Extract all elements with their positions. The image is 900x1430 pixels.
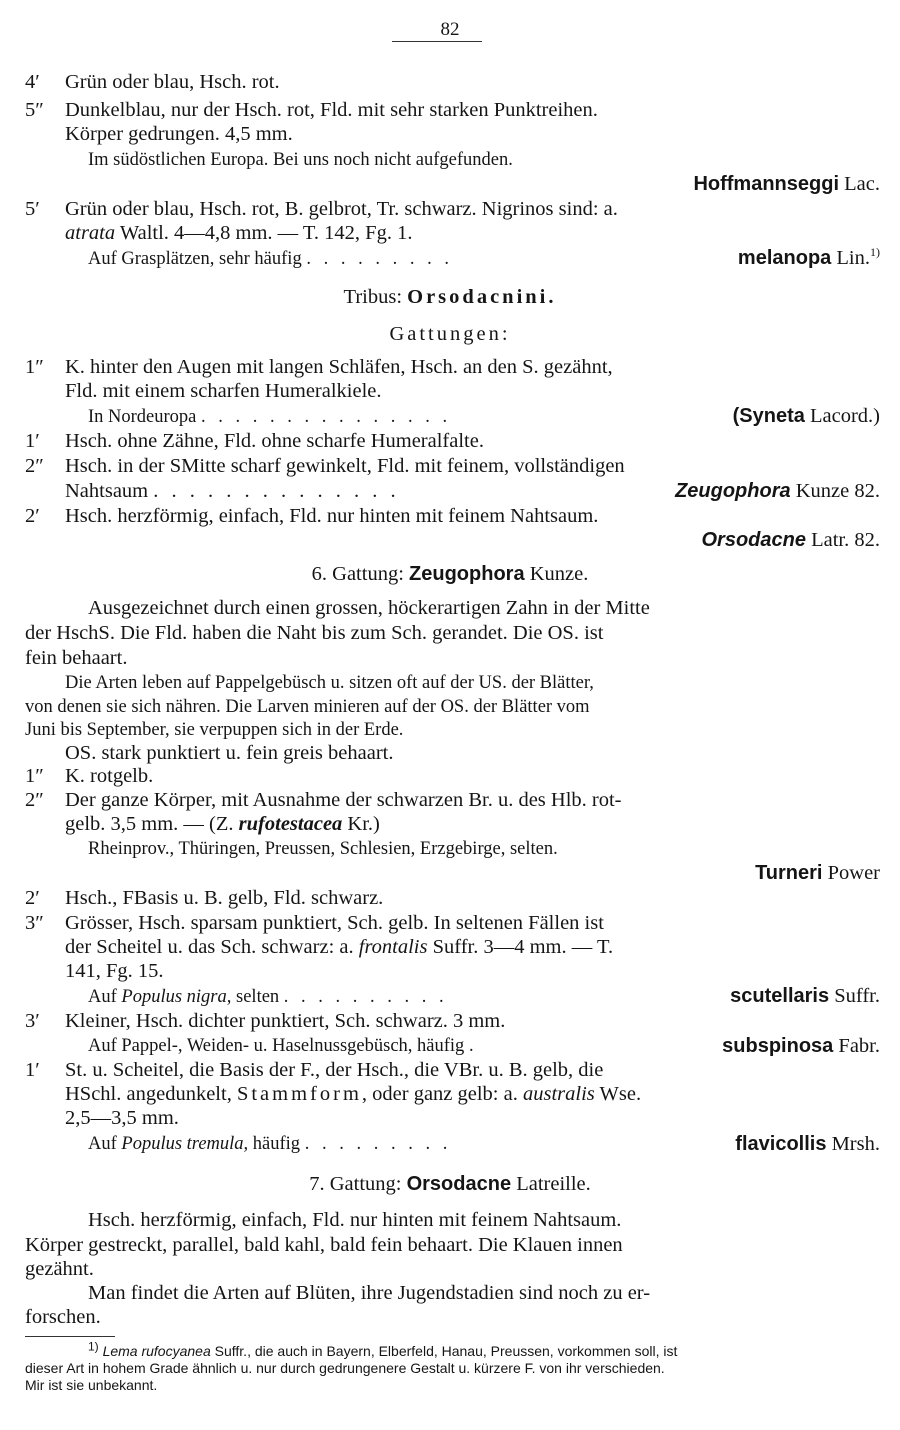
species-line bbox=[722, 1034, 880, 1058]
key-text: Dunkelblau, nur der Hsch. rot, Fld. mit sehr starken Punktreihen. bbox=[65, 99, 598, 121]
key-text: Hsch. herzförmig, einfach, Fld. nur hinten mit feinem Nahtsaum. bbox=[65, 505, 599, 527]
key-line bbox=[25, 98, 598, 122]
habitat-text: Auf bbox=[88, 987, 117, 1007]
habitat-text: häufig bbox=[252, 1134, 301, 1154]
plant-name: Populus nigra, bbox=[121, 987, 232, 1007]
footnote-rule bbox=[25, 1336, 115, 1337]
key-number: 5′ bbox=[25, 198, 40, 220]
variety-text: Waltl. 4—4,8 mm. — T. 142, Fg. 1. bbox=[119, 222, 413, 244]
genus-author: Lacord.) bbox=[810, 405, 880, 427]
genus-author: Kunze. bbox=[529, 563, 589, 585]
paragraph-line: forschen. bbox=[25, 1306, 101, 1328]
paragraph-line: Körper gestreckt, parallel, bald kahl, bald fein behaart. Die Klauen innen bbox=[25, 1234, 623, 1256]
genus-line bbox=[702, 528, 881, 552]
footnote-species: Lema rufocyanea bbox=[102, 1343, 211, 1359]
leader-dots: . . . . . . . . . . . . . . . bbox=[201, 407, 452, 427]
leader-dots: . . . . . . . . . . bbox=[283, 987, 448, 1007]
species-name: scutellaris bbox=[730, 985, 830, 1007]
footnote-line bbox=[88, 1339, 678, 1360]
page-number: 82 bbox=[440, 19, 460, 40]
leader-dots: . . . . . . . . . bbox=[304, 1134, 452, 1154]
key-text: Suffr. 3—4 mm. — T. bbox=[432, 936, 614, 958]
species-line bbox=[755, 861, 880, 885]
text-line: Fld. mit einem scharfen Humeralkiele. bbox=[65, 380, 382, 402]
footnote-line: dieser Art in hohem Grade ähnlich u. nur durch gedrungenere Gestalt u. kürzere F. von ihr verschieden. bbox=[25, 1360, 665, 1376]
species-author: Lin. bbox=[836, 247, 870, 269]
species-author: Power bbox=[827, 862, 880, 884]
genus-name: Orsodacne bbox=[406, 1173, 512, 1195]
key-text: Nahtsaum bbox=[65, 480, 149, 502]
species-line bbox=[730, 984, 880, 1008]
key-number: 3′ bbox=[25, 1010, 40, 1032]
habitat-text: selten bbox=[236, 987, 280, 1007]
species-name: flavicollis bbox=[735, 1133, 827, 1155]
species-author: Lac. bbox=[844, 173, 880, 195]
key-line bbox=[25, 1058, 603, 1082]
habitat-line bbox=[88, 1034, 478, 1058]
genus-author: Latreille. bbox=[516, 1173, 591, 1195]
key-line bbox=[25, 70, 280, 94]
text-line bbox=[65, 935, 613, 959]
habitat-line bbox=[88, 1132, 451, 1156]
paragraph-line: fein behaart. bbox=[25, 647, 128, 669]
key-text: Hsch. in der SMitte scharf gewinkelt, Fld. mit feinem, vollständigen bbox=[65, 455, 625, 477]
genus-label: 6. Gattung: bbox=[311, 563, 404, 585]
species-line bbox=[735, 1132, 880, 1156]
text-line bbox=[65, 479, 400, 503]
text-line bbox=[65, 221, 412, 245]
paragraph-line: gezähnt. bbox=[25, 1258, 94, 1280]
paragraph-line: Ausgezeichnet durch einen grossen, höckerartigen Zahn in der Mitte bbox=[88, 597, 650, 619]
key-number: 2′ bbox=[25, 887, 40, 909]
key-number: 2′ bbox=[25, 505, 40, 527]
genus-line bbox=[733, 404, 880, 428]
key-line bbox=[25, 355, 613, 379]
habitat-text: Auf bbox=[88, 1134, 117, 1154]
key-text: , oder ganz gelb: a. bbox=[361, 1083, 518, 1105]
genus-author: Latr. 82. bbox=[811, 529, 880, 551]
genus-author: Kunze 82. bbox=[795, 480, 880, 502]
key-text: K. rotgelb. bbox=[65, 765, 154, 787]
key-line bbox=[25, 764, 153, 788]
spaced-term: Stammform bbox=[236, 1083, 362, 1105]
key-text: gelb. 3,5 mm. — (Z. bbox=[65, 813, 234, 835]
key-line bbox=[25, 197, 618, 221]
tribus-label: Tribus: bbox=[343, 286, 403, 308]
variety-name: frontalis bbox=[358, 936, 428, 958]
species-name: subspinosa bbox=[722, 1035, 834, 1057]
key-text: Hsch., FBasis u. B. gelb, Fld. schwarz. bbox=[65, 887, 384, 909]
tribus-name: Orsodacnini. bbox=[407, 286, 557, 308]
genus-heading bbox=[0, 1172, 900, 1196]
paragraph-line: der HschS. Die Fld. haben die Naht bis zum Sch. gerandet. Die OS. ist bbox=[25, 622, 604, 644]
habitat-text: Auf Grasplätzen, sehr häufig bbox=[88, 249, 302, 269]
genus-heading bbox=[0, 562, 900, 586]
text-line bbox=[65, 1082, 641, 1106]
footnote-line: Mir ist sie unbekannt. bbox=[25, 1377, 158, 1393]
habitat-line: Rheinprov., Thüringen, Preussen, Schlesien, Erzgebirge, selten. bbox=[88, 839, 558, 859]
key-line bbox=[25, 504, 598, 528]
habitat-line bbox=[88, 985, 448, 1009]
variety-name: australis bbox=[522, 1083, 595, 1105]
genus-name: Zeugophora bbox=[675, 480, 791, 502]
genus-line bbox=[675, 479, 880, 503]
key-text: Grün oder blau, Hsch. rot, B. gelbrot, Tr. schwarz. Nigrinos sind: a. bbox=[65, 198, 618, 220]
footnote-ref: 1) bbox=[870, 245, 880, 260]
key-number: 1″ bbox=[25, 765, 44, 787]
habitat-line: Im südöstlichen Europa. Bei uns noch nicht aufgefunden. bbox=[88, 150, 513, 170]
genus-name: Orsodacne bbox=[701, 529, 806, 551]
key-text: St. u. Scheitel, die Basis der F., der Hsch., die VBr. u. B. gelb, die bbox=[65, 1059, 604, 1081]
genus-label: 7. Gattung: bbox=[309, 1173, 402, 1195]
key-number: 2″ bbox=[25, 789, 44, 811]
species-name: melanopa bbox=[737, 247, 832, 269]
key-number: 4′ bbox=[25, 71, 40, 93]
plant-name: Populus tremula, bbox=[121, 1134, 249, 1154]
key-text: der Scheitel u. das Sch. schwarz: a. bbox=[65, 936, 354, 958]
header-rule bbox=[392, 41, 482, 42]
paragraph-line: Die Arten leben auf Pappelgebüsch u. sitzen oft auf der US. der Blätter, bbox=[65, 673, 594, 693]
key-line bbox=[25, 911, 604, 935]
key-text: Der ganze Körper, mit Ausnahme der schwarzen Br. u. des Hlb. rot- bbox=[65, 789, 622, 811]
key-text: HSchl. angedunkelt, bbox=[65, 1083, 232, 1105]
key-line bbox=[25, 454, 625, 478]
text-line: 2,5—3,5 mm. bbox=[65, 1107, 179, 1129]
text-line: 141, Fg. 15. bbox=[65, 960, 164, 982]
text-line: OS. stark punktiert u. fein greis behaart. bbox=[65, 742, 394, 764]
paragraph-line: Man findet die Arten auf Blüten, ihre Jugendstadien sind noch zu er- bbox=[88, 1282, 651, 1304]
key-line bbox=[25, 886, 383, 910]
key-number: 2″ bbox=[25, 455, 44, 477]
key-line bbox=[25, 1009, 505, 1033]
paragraph-line: Hsch. herzförmig, einfach, Fld. nur hinten mit feinem Nahtsaum. bbox=[88, 1209, 622, 1231]
key-number: 3″ bbox=[25, 912, 44, 934]
species-line bbox=[693, 172, 880, 196]
species-line bbox=[738, 246, 880, 270]
habitat-line bbox=[88, 247, 453, 271]
species-author: Fabr. bbox=[838, 1035, 880, 1057]
species-name: Hoffmannseggi bbox=[693, 173, 840, 195]
variety-name: rufotestacea bbox=[238, 813, 343, 835]
habitat-text: In Nordeuropa bbox=[88, 407, 197, 427]
leader-dots: . bbox=[468, 1036, 478, 1056]
key-text: Kleiner, Hsch. dichter punktiert, Sch. schwarz. 3 mm. bbox=[65, 1010, 506, 1032]
variety-name: atrata bbox=[65, 222, 116, 244]
key-text: Grün oder blau, Hsch. rot. bbox=[65, 71, 280, 93]
genus-name: Zeugophora bbox=[409, 563, 525, 585]
species-author: Mrsh. bbox=[831, 1133, 880, 1155]
key-text: Hsch. ohne Zähne, Fld. ohne scharfe Humeralfalte. bbox=[65, 430, 484, 452]
species-author: Suffr. bbox=[834, 985, 880, 1007]
leader-dots: . . . . . . . . . bbox=[306, 249, 453, 269]
footnote-text: Suffr., die auch in Bayern, Elberfeld, Hanau, Preussen, vorkommen soll, ist bbox=[214, 1343, 678, 1359]
key-number: 1′ bbox=[25, 1059, 40, 1081]
key-number: 1″ bbox=[25, 356, 44, 378]
key-text: K. hinter den Augen mit langen Schläfen, Hsch. an den S. gezähnt, bbox=[65, 356, 613, 378]
key-text: Grösser, Hsch. sparsam punktiert, Sch. gelb. In seltenen Fällen ist bbox=[65, 912, 604, 934]
text-line: Körper gedrungen. 4,5 mm. bbox=[65, 123, 293, 145]
leader-dots: . . . . . . . . . . . . . . bbox=[153, 480, 400, 502]
key-line bbox=[25, 429, 484, 453]
key-number: 1′ bbox=[25, 430, 40, 452]
key-number: 5″ bbox=[25, 99, 44, 121]
habitat-line bbox=[88, 405, 451, 429]
paragraph-line: von denen sie sich nähren. Die Larven minieren auf der OS. der Blätter vom bbox=[25, 697, 590, 717]
text-line bbox=[65, 812, 380, 836]
paragraph-line: Juni bis September, sie verpuppen sich in der Erde. bbox=[25, 720, 404, 740]
tribus-heading bbox=[0, 285, 900, 309]
key-text: Wse. bbox=[599, 1083, 642, 1105]
key-text: Kr.) bbox=[347, 813, 380, 835]
species-name: Turneri bbox=[755, 862, 823, 884]
genera-heading: Gattungen: bbox=[389, 323, 511, 345]
footnote-mark: 1) bbox=[88, 1339, 99, 1354]
habitat-text: Auf Pappel-, Weiden- u. Haselnussgebüsch, häufig bbox=[88, 1036, 465, 1056]
key-line bbox=[25, 788, 622, 812]
genus-name: (Syneta bbox=[732, 405, 805, 427]
